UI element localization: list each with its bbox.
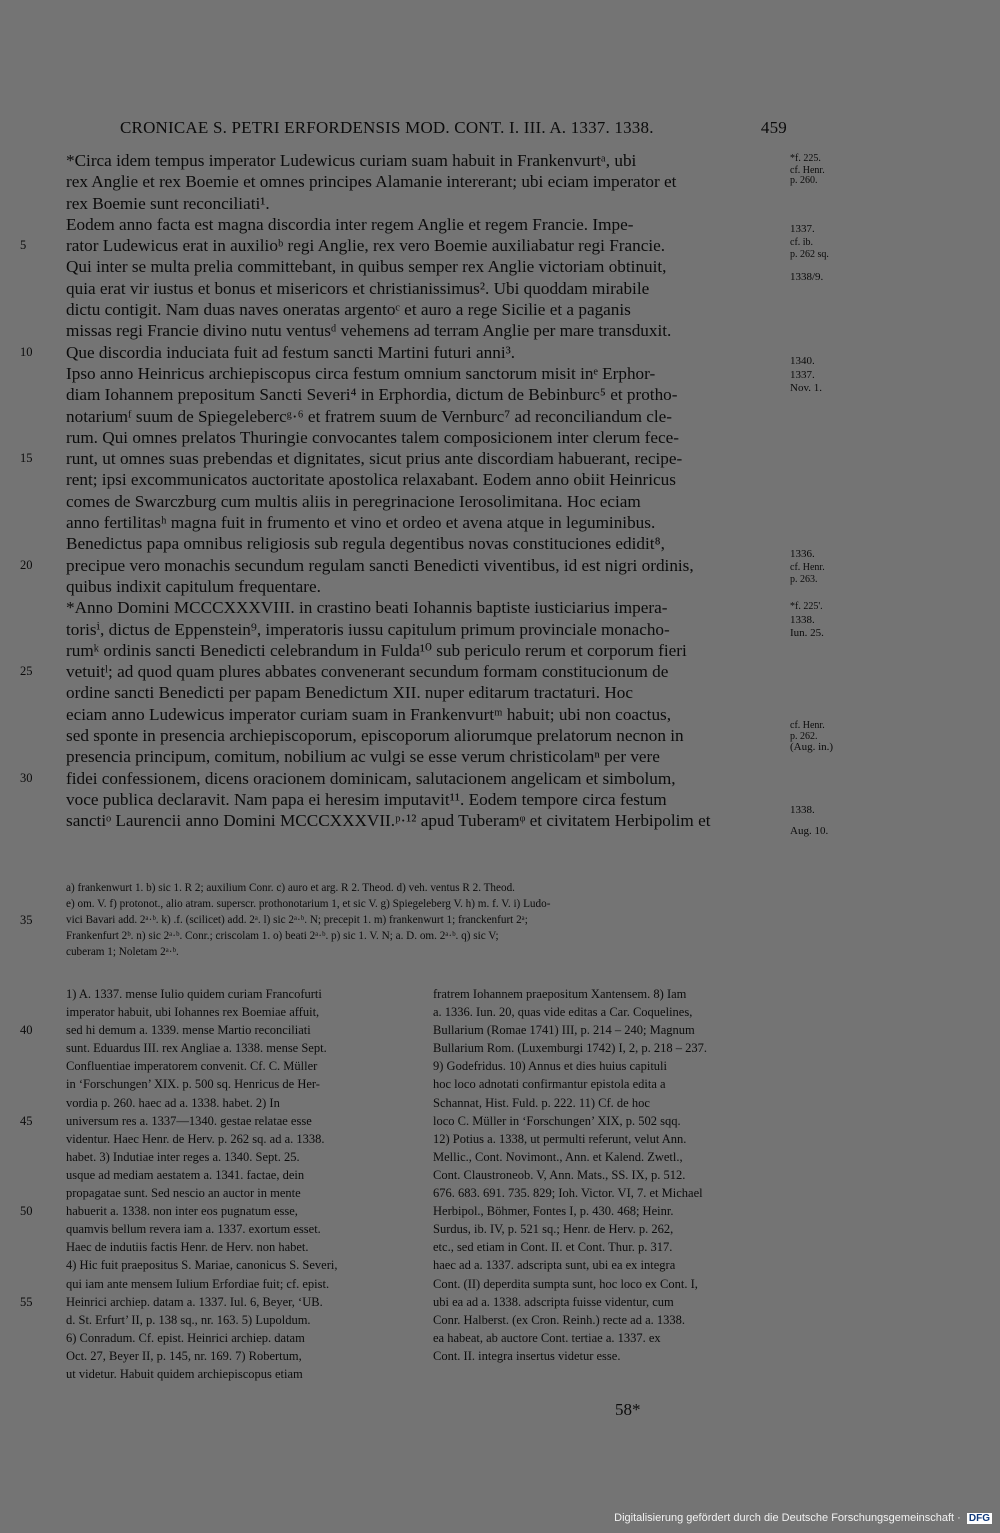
notes_left-line	[66, 1311, 421, 1329]
footer-credit	[614, 1512, 992, 1524]
main_lines-text: runt, ut omnes suas prebendas et dignitates, sicut prius ante discordiam habuerant, recipe-	[66, 449, 683, 469]
main_lines-line	[66, 214, 784, 235]
main_lines-line	[66, 576, 784, 597]
notes_left-line	[66, 1148, 421, 1166]
notes_right-text: Schannat, Hist. Fuld. p. 222. 11) Cf. de hoc	[433, 1095, 650, 1110]
main_lines-line	[66, 384, 784, 405]
line-number: 55	[20, 1294, 33, 1309]
apparatus-text: a) frankenwurt 1. b) sic 1. R 2; auxilium Conr. c) auro et arg. R 2. Theod. d) veh. ventus R 2. Theod.	[66, 882, 515, 894]
main_lines-line	[66, 171, 784, 192]
margin-note: 1338.	[790, 803, 815, 816]
apparatus-text: e) om. V. f) protonot., alio atram. superscr. prothonotarium 1, et sic V. g) Spiegeleberg V. h) m. f. V. i) Ludo-	[66, 898, 551, 910]
notes_left-text: 1) A. 1337. mense Iulio quidem curiam Francofurti	[66, 987, 322, 1001]
margin-note: cf. Henr.	[790, 164, 825, 176]
notes_right-line	[433, 1256, 788, 1274]
main_lines-line	[66, 278, 784, 299]
notes_left-text: sed hi demum a. 1339. mense Martio reconciliati	[66, 1023, 311, 1038]
page-number: 459	[760, 118, 787, 137]
apparatus-line	[66, 944, 790, 960]
running-title: CRONICAE S. PETRI ERFORDENSIS MOD. CONT. I. III. A. 1337. 1338.	[120, 118, 654, 137]
main_lines-line	[66, 704, 784, 725]
notes_left-line	[66, 1130, 421, 1148]
notes_left-line	[20, 1021, 421, 1039]
notes_right-text: 9) Godefridus. 10) Annus et dies huius capituli	[433, 1059, 667, 1074]
notes_right-text: loco C. Müller in ‘Forschungen’ XIX, p. 502 sqq.	[433, 1113, 681, 1128]
notes_right-line	[433, 1021, 788, 1039]
notes_left-line	[66, 1275, 421, 1293]
notes_right-text: Herbipol., Böhmer, Fontes I, p. 430. 468; Heinr.	[433, 1204, 674, 1219]
main_lines-line	[66, 320, 784, 341]
main_lines-line	[66, 299, 784, 320]
notes_left-text: vordia p. 260. haec ad a. 1338. habet. 2) In	[66, 1095, 280, 1110]
notes_right-text: ea habeat, ab auctore Cont. tertiae a. 1337. ex	[433, 1330, 661, 1345]
main_lines-line	[66, 810, 784, 831]
notes_left-text: Heinrici archiep. datam a. 1337. Iul. 6, Beyer, ‘UB.	[66, 1294, 323, 1309]
main_lines-text: voce publica declaravit. Nam papa ei heresim imputavit¹¹. Eodem tempore circa festum	[66, 789, 667, 809]
main_lines-text: rator Ludewicus erat in auxilioᵇ regi Anglie, rex vero Boemie auxiliabatur regi Francie.	[66, 236, 666, 256]
margin-note: cf. Henr.	[790, 719, 825, 731]
margin-note: p. 262.	[790, 731, 818, 743]
line-number: 15	[20, 451, 33, 466]
margin-note: *f. 225'.	[790, 601, 823, 613]
line-number: 10	[20, 344, 33, 359]
main_lines-text: fidei confessionem, dicens oracionem dominicam, salutacionem angelicam et simbolum,	[66, 768, 676, 788]
margin-note: 1340.	[790, 355, 815, 368]
notes_right-text: hoc loco adnotati confirmantur epistola edita a	[433, 1077, 666, 1092]
main_lines-text: Que discordia induciata fuit ad festum sancti Martini futuri anni³.	[66, 342, 516, 362]
main_lines-line	[66, 256, 784, 277]
main_lines-line	[66, 619, 784, 640]
notes_right-text: 676. 683. 691. 735. 829; Ioh. Victor. VI, 7. et Michael	[433, 1186, 703, 1201]
margin-note: Nov. 1.	[790, 382, 822, 395]
notes_left-line	[20, 1112, 421, 1130]
dfg-logo: DFG	[968, 1513, 990, 1524]
main_lines-text: notariumᶠ suum de Spiegelebercᵍ·⁶ et fratrem suum de Vernburc⁷ ad reconciliandum cle-	[66, 406, 673, 426]
notes_left-line	[20, 1293, 421, 1311]
notes_right-line	[433, 1112, 788, 1130]
notes_right-text: haec ad a. 1337. adscripta sunt, ubi ea ex integra	[433, 1258, 676, 1273]
notes_right-text: etc., sed etiam in Cont. II. et Cont. Thur. p. 317.	[433, 1240, 673, 1255]
main_lines-text: quibus indixit capitulum frequentare.	[66, 576, 321, 596]
main_lines-text: precipue vero monachis secundum regulam sancti Benedicti viventibus, id est nigri ordinis,	[66, 555, 694, 575]
apparatus-line	[66, 896, 790, 912]
notes_right-line	[433, 1202, 788, 1220]
main_lines-text: rumᵏ ordinis sancti Benedicti celebrandum in Fulda¹⁰ sub periculo rerum et corporum fieri	[66, 640, 687, 660]
main_lines-line	[20, 342, 784, 363]
notes_left-text: videntur. Haec Henr. de Herv. p. 262 sq. ad a. 1338.	[66, 1131, 325, 1146]
notes_right-text: Surdus, ib. IV, p. 521 sq.; Henr. de Herv. p. 262,	[433, 1222, 674, 1237]
main_lines-text: rex Anglie et rex Boemie et omnes principes Alamanie intererant; ubi eciam imperator et	[66, 172, 677, 192]
main_lines-line	[20, 555, 784, 576]
notes_left-line	[66, 1039, 421, 1057]
notes_right-text: ubi ea ad a. 1338. adscripta fuisse videntur, cum	[433, 1294, 674, 1309]
main_lines-text: sed sponte in presencia archiepiscoporum, episcoporum aliorumque prelatorum necnon in	[66, 726, 684, 746]
notes_left-text: imperator habuit, ubi Iohannes rex Boemiae affuit,	[66, 1005, 320, 1020]
main_lines-line	[66, 150, 784, 171]
notes_left-line	[66, 1075, 421, 1093]
main_lines-line	[66, 512, 784, 533]
main_lines-text: eciam anno Ludewicus imperator curiam suam in Frankenvurtᵐ habuit; ubi non coactus,	[66, 704, 672, 724]
notes_left-text: 6) Conradum. Cf. epist. Heinrici archiep. datam	[66, 1330, 305, 1345]
apparatus-text: cuberam 1; Noletam 2ᵃ·ᵇ.	[66, 946, 179, 958]
main_lines-text: diam Iohannem prepositum Sancti Severi⁴ in Erphordia, dictum de Bebinburc⁵ et protho-	[66, 385, 678, 405]
notes_left-text: quamvis bellum revera iam a. 1337. exortum esset.	[66, 1222, 321, 1237]
main_lines-line	[66, 193, 784, 214]
main_lines-line	[66, 597, 784, 618]
margin-note: (Aug. in.)	[790, 740, 834, 753]
notes_right-line	[433, 1130, 788, 1148]
notes_left-text: ut videtur. Habuit quidem archiepiscopus etiam	[66, 1366, 303, 1381]
margin-note: Aug. 10.	[790, 825, 829, 838]
margin-note: p. 262 sq.	[790, 248, 829, 260]
line-number: 25	[20, 664, 33, 679]
notes_right-line	[433, 1238, 788, 1256]
notes_right-line	[433, 1075, 788, 1093]
main_lines-text: Ipso anno Heinricus archiepiscopus circa festum omnium sanctorum misit inᵉ Erphor-	[66, 363, 656, 383]
main_lines-text: ordine sancti Benedicti per papam Benedictum XII. nuper editarum tractaturi. Hoc	[66, 683, 633, 703]
notes_left-text: qui iam ante mensem Iulium Erfordiae fuit; cf. epist.	[66, 1276, 330, 1291]
notes_left-line	[66, 1003, 421, 1021]
main_lines-text: Benedictus papa omnibus religiosis sub regula degentibus novas constituciones edidit⁸,	[66, 534, 665, 554]
line-number: 50	[20, 1204, 33, 1219]
margin-note: Iun. 25.	[790, 626, 824, 639]
notes_left-line	[66, 1094, 421, 1112]
main_lines-text: quia erat vir iustus et bonus et misericors et christianissimus². Ubi quoddam mirabile	[66, 278, 650, 298]
notes_left-line	[66, 1365, 421, 1383]
margin-note: 1338.	[790, 614, 815, 627]
notes_left-text: universum res a. 1337—1340. gestae relatae esse	[66, 1113, 312, 1128]
main_lines-line	[66, 746, 784, 767]
line-number: 40	[20, 1023, 33, 1038]
main_lines-line	[66, 725, 784, 746]
notes_right-text: 12) Potius a. 1338, ut permulti referunt, velut Ann.	[433, 1131, 687, 1146]
main_lines-text: Eodem anno facta est magna discordia inter regem Anglie et regem Francie. Impe-	[66, 214, 634, 234]
line-number: 35	[20, 913, 33, 927]
notes_right-line	[433, 1148, 788, 1166]
notes_right-line	[433, 1094, 788, 1112]
main_lines-text: comes de Swarczburg cum multis aliis in peregrinacione Ierosolimitana. Hoc eciam	[66, 491, 641, 511]
notes_right-line	[433, 1275, 788, 1293]
main_lines-text: Qui inter se multa prelia committebant, in quibus semper rex Anglie victoriam obtinuit,	[66, 257, 667, 277]
main_lines-line	[66, 640, 784, 661]
main_lines-text: *Anno Domini MCCCXXXVIII. in crastino beati Iohannis baptiste iusticiarius impera-	[66, 598, 668, 618]
notes_left-line	[20, 1202, 421, 1220]
notes_left-line	[66, 1166, 421, 1184]
notes_right-line	[433, 1329, 788, 1347]
main-text	[20, 150, 784, 832]
notes_left-line	[66, 1329, 421, 1347]
margin-note: p. 263.	[790, 573, 818, 585]
footer-credit-text: Digitalisierung gefördert durch die Deutsche Forschungsgemeinschaft ·	[614, 1512, 961, 1524]
main_lines-text: sanctiᵒ Laurencii anno Domini MCCCXXXVII.ᵖ·¹² apud Tuberamᵠ et civitatem Herbipolim et	[66, 811, 711, 831]
main_lines-line	[66, 406, 784, 427]
main_lines-text: anno fertilitasʰ magna fuit in frumento et vino et ordeo et avena atque in leguminibus.	[66, 513, 656, 533]
line-number: 20	[20, 557, 33, 572]
notes_left-text: d. St. Erfurt’ II, p. 138 sq., nr. 163. 5) Lupoldum.	[66, 1312, 311, 1327]
main_lines-line	[20, 448, 784, 469]
main_lines-text: *Circa idem tempus imperator Ludewicus curiam suam habuit in Frankenvurtᵃ, ubi	[66, 151, 637, 170]
notes_left-line	[66, 1347, 421, 1365]
main_lines-line	[20, 235, 784, 256]
notes_right-line	[433, 1347, 788, 1365]
notes_left-text: usque ad mediam aestatem a. 1341. factae, dein	[66, 1167, 305, 1182]
notes_left-text: habet. 3) Indutiae inter reges a. 1340. Sept. 25.	[66, 1149, 300, 1164]
margin-note: p. 260.	[790, 175, 818, 187]
notes_right-text: Cont. Claustroneob. V, Ann. Mats., SS. IX, p. 512.	[433, 1167, 686, 1182]
main_lines-text: vetuitˡ; ad quod quam plures abbates convenerant secundum formam constitucionum de	[66, 662, 669, 682]
notes_left-text: sunt. Eduardus III. rex Angliae a. 1338. mense Sept.	[66, 1041, 327, 1056]
main_lines-line	[20, 661, 784, 682]
notes_left-line	[66, 1238, 421, 1256]
main_lines-text: dictu contigit. Nam duas naves oneratas argentoᶜ et auro a rege Sicilie et a paganis	[66, 300, 631, 320]
apparatus-line	[20, 912, 790, 928]
critical-apparatus	[20, 880, 790, 960]
notes_left-text: habuerit a. 1338. non inter eos pugnatum esse,	[66, 1204, 298, 1219]
apparatus-text: Frankenfurt 2ᵇ. n) sic 2ᵃ·ᵇ. Conr.; criscolam 1. o) beati 2ᵃ·ᵇ. p) sic 1. V. N; a. D. om. 2ᵃ·ᵇ. q) sic V;	[66, 930, 499, 942]
apparatus-text: vici Bavari add. 2ᵃ·ᵇ. k) .f. (scilicet) add. 2ᵃ. l) sic 2ᵃ·ᵇ. N; precepit 1. m) frankenwurt 1; franckenfurt 2ᵃ;	[66, 914, 528, 926]
apparatus-line	[66, 928, 790, 944]
notes_left-text: in ‘Forschungen’ XIX. p. 500 sq. Henricus de Her-	[66, 1077, 320, 1092]
notes_right-text: Bullarium (Romae 1741) III, p. 214 – 240; Magnum	[433, 1023, 695, 1038]
notes_left-line	[66, 1256, 421, 1274]
main_lines-line	[20, 768, 784, 789]
margin-note: cf. Henr.	[790, 561, 825, 573]
main_lines-line	[66, 427, 784, 448]
margin-note: cf. ib.	[790, 237, 814, 249]
notes_left-text: propagatae sunt. Sed nescio an auctor in mente	[66, 1186, 301, 1201]
line-number: 45	[20, 1113, 33, 1128]
notes_left-text: Haec de indutiis factis Henr. de Herv. non habet.	[66, 1240, 309, 1255]
main_lines-line	[66, 469, 784, 490]
notes_right-line	[433, 1039, 788, 1057]
notes_right-line	[433, 1166, 788, 1184]
main_lines-text: rex Boemie sunt reconciliati¹.	[66, 193, 270, 213]
main_lines-text: rum. Qui omnes prelatos Thuringie convocantes talem composicionem inter clerum fece-	[66, 427, 679, 447]
main_lines-text: presencia principum, comitum, nobilium ac vulgi se esse verum christicolamⁿ per vere	[66, 747, 660, 767]
folio-number: 58*	[615, 1400, 641, 1419]
notes_left-line	[66, 1220, 421, 1238]
notes_right-line	[433, 1057, 788, 1075]
notes_left-text: Oct. 27, Beyer II, p. 145, nr. 169. 7) Robertum,	[66, 1348, 302, 1363]
notes_left-text: Confluentiae imperatorem convenit. Cf. C. Müller	[66, 1059, 318, 1074]
footnotes-right-column	[433, 985, 788, 1365]
line-number: 5	[20, 238, 27, 253]
notes_right-text: Mellic., Cont. Novimont., Ann. et Kalend. Zwetl.,	[433, 1149, 683, 1164]
notes_right-line	[433, 1220, 788, 1238]
notes_right-line	[433, 1293, 788, 1311]
margin-note: *f. 225.	[790, 153, 821, 164]
line-number: 30	[20, 770, 33, 785]
notes_right-text: Cont. (II) deperdita sumpta sunt, hoc loco ex Cont. I,	[433, 1276, 698, 1291]
notes_right-text: Cont. II. integra insertus videtur esse.	[433, 1348, 621, 1363]
margin-note: 1337.	[790, 223, 815, 236]
main_lines-line	[66, 682, 784, 703]
notes_right-line	[433, 1003, 788, 1021]
main_lines-line	[66, 491, 784, 512]
main_lines-text: missas regi Francie divino nutu ventusᵈ vehemens ad terram Anglie per mare transduxit.	[66, 321, 672, 341]
margin-note: 1337.	[790, 369, 815, 382]
footnotes-left-column	[20, 985, 421, 1383]
main_lines-line	[66, 363, 784, 384]
main_lines-line	[66, 789, 784, 810]
main_lines-line	[66, 533, 784, 554]
apparatus-line	[66, 880, 790, 896]
margin-note: 1338/9.	[790, 271, 824, 284]
notes_left-line	[66, 1057, 421, 1075]
notes_right-line	[433, 1311, 788, 1329]
notes_right-text: fratrem Iohannem praepositum Xantensem. 8) Iam	[433, 987, 687, 1001]
notes_right-text: Conr. Halberst. (ex Cron. Reinh.) recte ad a. 1338.	[433, 1312, 686, 1327]
main_lines-text: rent; ipsi excommunicatos auctoritate apostolica relaxabant. Eodem anno obiit Heinricus	[66, 470, 676, 490]
margin-note: 1336.	[790, 548, 815, 561]
notes_right-text: Bullarium Rom. (Luxemburgi 1742) I, 2, p. 218 – 237.	[433, 1041, 708, 1056]
notes_right-line	[433, 985, 788, 1003]
notes_left-line	[66, 1184, 421, 1202]
notes_left-line	[66, 985, 421, 1003]
notes_left-text: 4) Hic fuit praepositus S. Mariae, canonicus S. Severi,	[66, 1258, 338, 1273]
main_lines-text: torisⁱ, dictus de Eppenstein⁹, imperatoris iussu capitulum primum provinciale monacho-	[66, 619, 670, 639]
notes_right-text: a. 1336. Iun. 20, quas vide editas a Car. Coquelines,	[433, 1005, 693, 1020]
notes_right-line	[433, 1184, 788, 1202]
